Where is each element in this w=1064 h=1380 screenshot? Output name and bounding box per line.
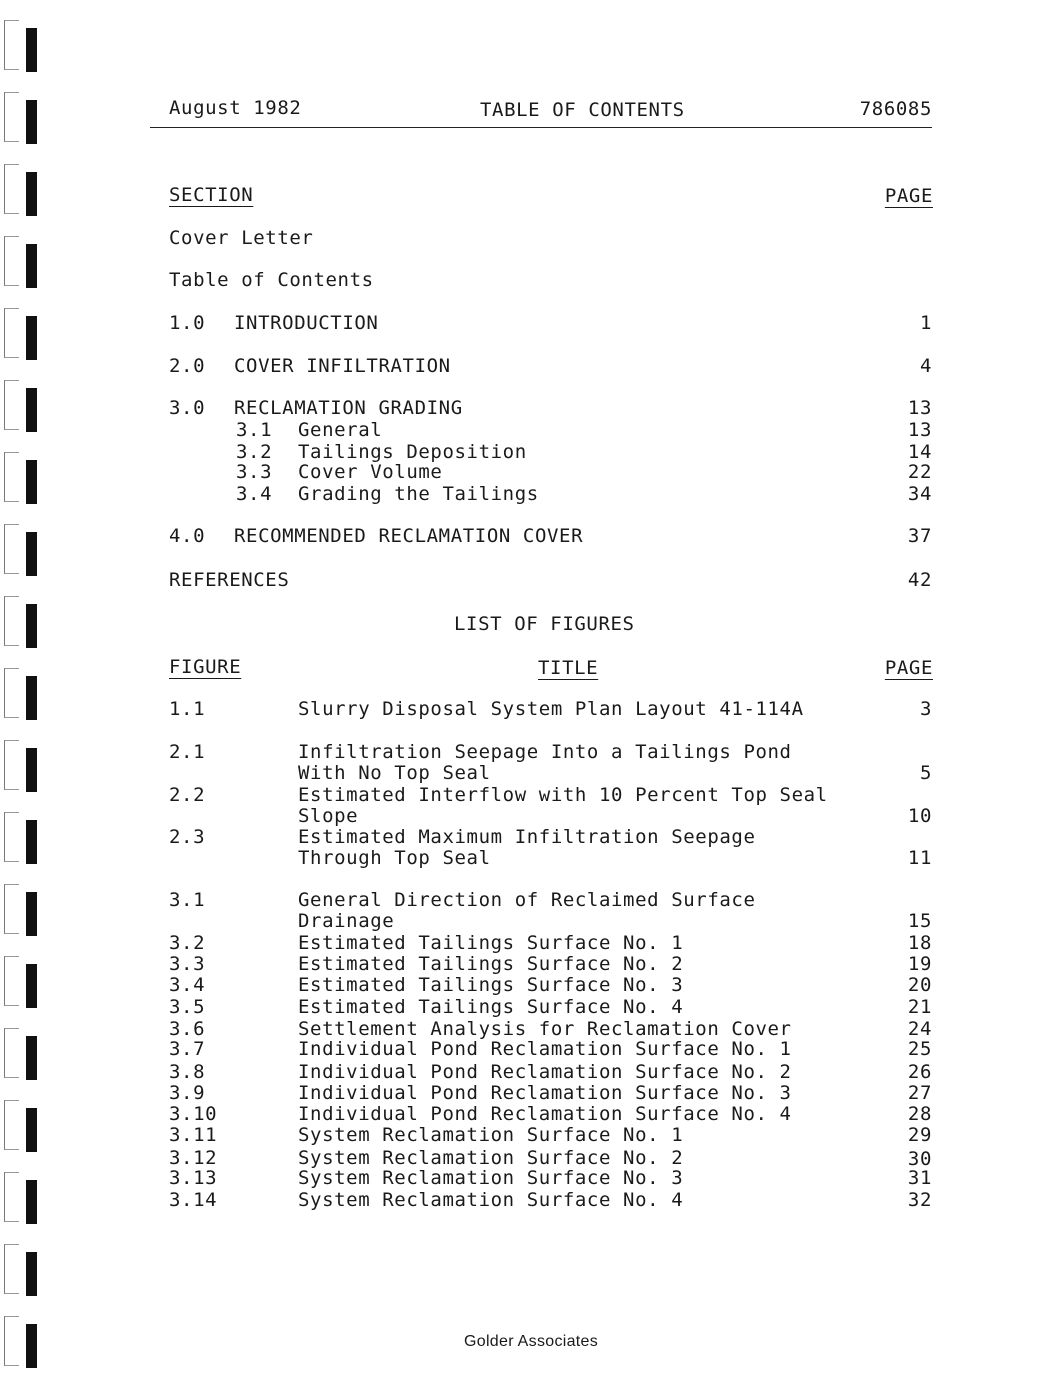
figure-number: 3.4	[169, 974, 206, 996]
figure-title-continued: Slope	[298, 805, 359, 827]
toc-entry-number: 1.0	[169, 312, 206, 334]
figure-number: 3.5	[169, 996, 206, 1018]
figure-title: General Direction of Reclaimed Surface	[298, 889, 756, 911]
figure-page: 28	[907, 1103, 932, 1125]
header-rule	[150, 127, 932, 128]
figure-number: 3.12	[169, 1147, 218, 1169]
toc-subentry-page: 14	[907, 441, 932, 463]
title-heading: TITLE	[538, 657, 599, 679]
figure-page: 20	[907, 974, 932, 996]
figure-page: 3	[919, 698, 932, 720]
figure-page: 15	[907, 910, 932, 932]
footer-company: Golder Associates	[464, 1333, 599, 1350]
toc-entry-page: 37	[907, 525, 932, 547]
toc-entry-page: 42	[907, 569, 932, 591]
figure-page: 25	[907, 1038, 932, 1060]
figure-title: System Reclamation Surface No. 3	[298, 1167, 684, 1189]
figure-page: 29	[907, 1124, 932, 1146]
figure-title: Slurry Disposal System Plan Layout 41-114A	[298, 698, 804, 720]
figure-number: 2.2	[169, 784, 206, 806]
figure-number: 3.3	[169, 953, 206, 975]
figures-page-heading: PAGE	[884, 657, 933, 679]
figure-number: 3.14	[169, 1189, 218, 1211]
toc-subentry-label: Tailings Deposition	[298, 441, 527, 463]
toc-entry-page: 13	[907, 397, 932, 419]
contents-page-heading: PAGE	[884, 185, 933, 207]
toc-entry-label: Cover Letter	[169, 227, 314, 249]
figure-title: Estimated Tailings Surface No. 1	[298, 932, 684, 954]
toc-entry-page: 1	[919, 312, 932, 334]
figure-title: System Reclamation Surface No. 2	[298, 1147, 684, 1169]
toc-subentry-number: 3.2	[236, 441, 273, 463]
figure-number: 3.11	[169, 1124, 218, 1146]
toc-entry-label: COVER INFILTRATION	[234, 355, 451, 377]
figure-title: Estimated Interflow with 10 Percent Top Seal	[298, 784, 828, 806]
toc-subentry-label: Cover Volume	[298, 461, 443, 483]
header-date: August 1982	[169, 97, 302, 119]
figure-number: 2.3	[169, 826, 206, 848]
figure-page: 32	[907, 1189, 932, 1211]
figure-page: 31	[907, 1167, 932, 1189]
figure-page: 26	[907, 1061, 932, 1083]
header-doc-number: 786085	[859, 98, 932, 120]
figure-number: 3.8	[169, 1061, 206, 1083]
toc-subentry-number: 3.3	[236, 461, 273, 483]
figure-page: 27	[907, 1082, 932, 1104]
section-heading: SECTION	[169, 184, 254, 206]
figure-title-continued: Through Top Seal	[298, 847, 491, 869]
figure-page: 30	[907, 1148, 932, 1170]
figure-number: 3.10	[169, 1103, 218, 1125]
figure-title: Individual Pond Reclamation Surface No. 2	[298, 1061, 792, 1083]
figure-page: 21	[907, 996, 932, 1018]
figure-title: Estimated Maximum Infiltration Seepage	[298, 826, 756, 848]
toc-entry-label: INTRODUCTION	[234, 312, 379, 334]
toc-entry-number: 3.0	[169, 397, 206, 419]
toc-entry-label: REFERENCES	[169, 569, 290, 591]
toc-entry-label: RECOMMENDED RECLAMATION COVER	[234, 525, 584, 547]
figure-number: 3.9	[169, 1082, 206, 1104]
toc-entry-number: 2.0	[169, 355, 206, 377]
figure-number: 3.13	[169, 1167, 218, 1189]
toc-subentry-page: 22	[907, 461, 932, 483]
figure-title: Individual Pond Reclamation Surface No. 1	[298, 1038, 792, 1060]
toc-subentry-number: 3.4	[236, 483, 273, 505]
figure-title-continued: With No Top Seal	[298, 762, 491, 784]
figure-title: Estimated Tailings Surface No. 2	[298, 953, 684, 975]
figure-title: Settlement Analysis for Reclamation Cover	[298, 1018, 792, 1040]
figure-number: 3.6	[169, 1018, 206, 1040]
figure-heading: FIGURE	[169, 656, 242, 678]
figure-title: Estimated Tailings Surface No. 4	[298, 996, 684, 1018]
figure-page: 5	[919, 762, 932, 784]
figure-number: 3.1	[169, 889, 206, 911]
figure-title: Infiltration Seepage Into a Tailings Pond	[298, 741, 792, 763]
figure-page: 19	[907, 953, 932, 975]
figure-number: 3.7	[169, 1038, 206, 1060]
figure-page: 11	[907, 847, 932, 869]
toc-entry-page: 4	[919, 355, 932, 377]
figure-page: 24	[907, 1018, 932, 1040]
figure-number: 1.1	[169, 698, 206, 720]
figure-title-continued: Drainage	[298, 910, 395, 932]
toc-entry-label: Table of Contents	[169, 269, 374, 291]
toc-subentry-label: Grading the Tailings	[298, 483, 539, 505]
figure-title: System Reclamation Surface No. 1	[298, 1124, 684, 1146]
toc-subentry-page: 13	[907, 419, 932, 441]
figure-page: 10	[907, 805, 932, 827]
toc-subentry-page: 34	[907, 483, 932, 505]
toc-subentry-label: General	[298, 419, 383, 441]
figure-number: 2.1	[169, 741, 206, 763]
figure-page: 18	[907, 932, 932, 954]
figure-title: Individual Pond Reclamation Surface No. 3	[298, 1082, 792, 1104]
figure-number: 3.2	[169, 932, 206, 954]
toc-entry-label: RECLAMATION GRADING	[234, 397, 463, 419]
figure-title: System Reclamation Surface No. 4	[298, 1189, 684, 1211]
figures-list-title: LIST OF FIGURES	[454, 613, 635, 635]
toc-subentry-number: 3.1	[236, 419, 273, 441]
figure-title: Estimated Tailings Surface No. 3	[298, 974, 684, 996]
figure-title: Individual Pond Reclamation Surface No. 4	[298, 1103, 792, 1125]
header-title: TABLE OF CONTENTS	[480, 99, 685, 121]
toc-entry-number: 4.0	[169, 525, 206, 547]
